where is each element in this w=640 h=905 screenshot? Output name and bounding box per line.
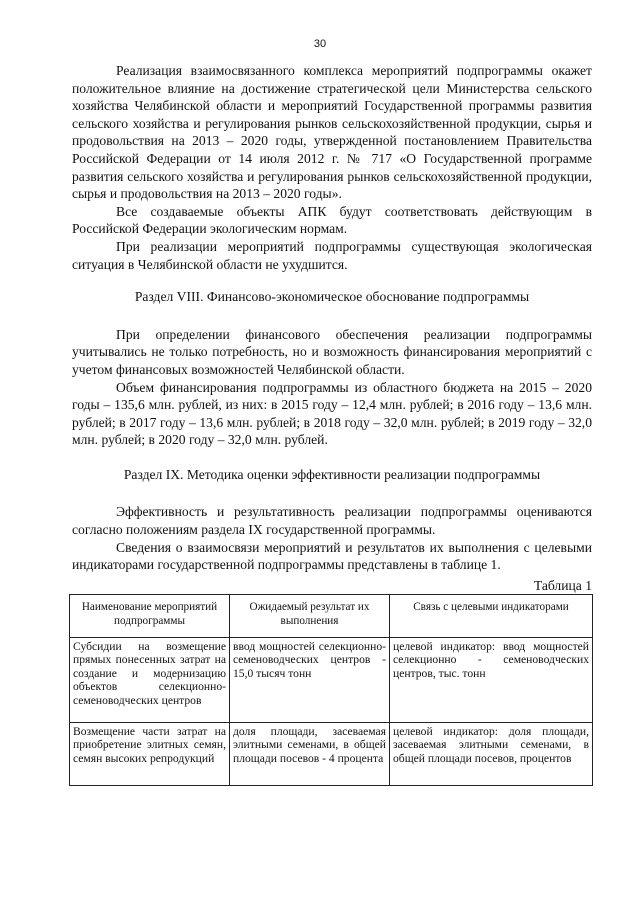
table-row bbox=[70, 637, 593, 722]
column-header: Ожидаемый результат их выполнения bbox=[230, 595, 390, 637]
paragraph: Сведения о взаимосвязи мероприятий и результатов их выполнения с целевыми индикаторами государственной подпрограммы представлены в таблице 1. bbox=[72, 539, 592, 573]
section-9-heading: Раздел IX. Методика оценки эффективности реализации подпрограммы bbox=[123, 466, 541, 482]
table-cell: ввод мощностей селекционно-семеноводческих центров - 15,0 тысяч тонн bbox=[230, 637, 390, 722]
page-number: 30 bbox=[313, 38, 327, 50]
column-header: Наименование мероприятий подпрограммы bbox=[70, 595, 230, 637]
column-header: Связь с целевыми индикаторами bbox=[390, 595, 593, 637]
table-cell: целевой индикатор: доля площади, засеваемая элитными семенами, в общей площади посевов, процентов bbox=[390, 722, 593, 785]
paragraph: При реализации мероприятий подпрограммы существующая экологическая ситуация в Челябинской области не ухудшится. bbox=[72, 238, 592, 272]
table-cell: Возмещение части затрат на приобретение элитных семян, семян высоких репродукций bbox=[70, 722, 230, 785]
table-caption: Таблица 1 bbox=[533, 577, 592, 593]
table-header-row bbox=[70, 595, 593, 637]
table-cell: целевой индикатор: ввод мощностей селекционно - семеноводческих центров, тыс. тонн bbox=[390, 637, 593, 722]
section-8-heading: Раздел VIII. Финансово-экономическое обоснование подпрограммы bbox=[134, 289, 530, 305]
indicators-table bbox=[69, 594, 593, 785]
paragraph: Все создаваемые объекты АПК будут соответствовать действующим в Российской Федерации экологическим нормам. bbox=[72, 203, 592, 237]
table-cell: доля площади, засеваемая элитными семенами, в общей площади посевов - 4 процента bbox=[230, 722, 390, 785]
document-body bbox=[72, 62, 592, 786]
paragraph: Реализация взаимосвязанного комплекса мероприятий подпрограммы окажет положительное влияние на достижение стратегической цели Министерства сельского хозяйства Челябинской области и мероприятий Государственной программы развития сельского хозяйства и регулирования рынков сельскохозяйственной продукции, сырья и продовольствия на 2013 – 2020 годы, утвержденной постановлением Правительства Российской Федерации от 14 июля 2012 г. № 717 «О Государственной программе развития сельского хозяйства и регулирования рынков сельскохозяйственной продукции, сырья и продовольствия на 2013 – 2020 годы». bbox=[72, 63, 592, 202]
paragraph: Эффективность и результативность реализации подпрограммы оцениваются согласно положениям раздела IX государственной программы. bbox=[72, 504, 592, 538]
table-row bbox=[70, 722, 593, 785]
paragraph: Объем финансирования подпрограммы из областного бюджета на 2015 – 2020 годы – 135,6 млн. рублей, из них: в 2015 году – 12,4 млн. рублей; в 2016 году – 13,6 млн. рублей; в 2017 году – 13,6 млн. рублей; в 2018 году – 32,0 млн. рублей; в 2019 году – 32,0 млн. рублей; в 2020 году – 32,0 млн. рублей. bbox=[72, 379, 592, 448]
paragraph: При определении финансового обеспечения реализации подпрограммы учитывались не только потребность, но и возможность финансирования мероприятий с учетом финансовых возможностей Челябинской области. bbox=[72, 326, 592, 377]
table-cell: Субсидии на возмещение прямых понесенных затрат на создание и модернизацию объектов селекционно-семеноводческих центров bbox=[70, 637, 230, 722]
